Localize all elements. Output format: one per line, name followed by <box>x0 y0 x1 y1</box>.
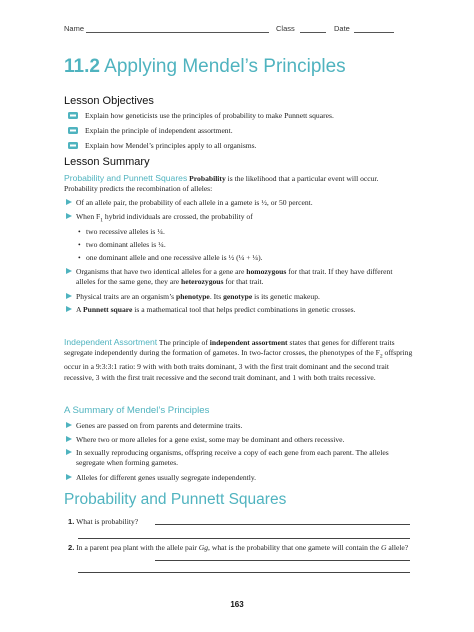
class-field[interactable] <box>300 32 326 33</box>
section-heading: Probability and Punnett Squares <box>64 491 287 508</box>
question-text: What is probability? <box>76 517 139 526</box>
question-2: 2. In a parent pea plant with the allele pair Gg, what is the probability that one gamete will contain the G allele? <box>68 543 409 552</box>
triangle-bullet-icon <box>66 306 72 312</box>
triangle-bullet-icon <box>66 213 72 219</box>
page-title <box>64 56 346 78</box>
summary-heading: Lesson Summary <box>64 156 150 168</box>
answer-line[interactable] <box>155 560 410 561</box>
summary-bullet: Genes are passed on from parents and determine traits. <box>66 421 412 431</box>
independent-assortment-paragraph: Independent Assortment The principle of independent assortment states that genes for different traits segregate independently during the formation of gametes. In two-factor crosses, the phenotypes of the $F_2$ offspring occur in a 9:3:3:1 ratio: 9 with with both traits dominant, 3 with the first trait dominant and the second trait recessive, 3 with the first trait recessive and the second trait dominant, and 1 with both traits recessive. <box>64 337 413 382</box>
answer-line[interactable] <box>155 524 410 525</box>
probability-paragraph: Probability and Punnett Squares Probability is the likelihood that a particular event will occur. Probability predicts the recombination of alleles: <box>64 173 379 194</box>
summary-bullet: Physical traits are an organism’s phenotype. Its genotype is its genetic makeup. <box>66 292 412 302</box>
page-number: 163 <box>230 600 244 609</box>
objective-icon <box>68 112 78 119</box>
summary-bullet: When $F_1$ hybrid individuals are crossed, the probability of <box>66 212 412 226</box>
sub-bullet: • one dominant allele and one recessive allele is ½ (¼ + ¼). <box>78 253 263 262</box>
question-number: 1. <box>68 517 75 526</box>
independent-assortment-lead: Independent Assortment <box>64 337 158 347</box>
question-1 <box>68 517 412 527</box>
question-number: 2. <box>68 543 75 552</box>
sub-bullet: • two dominant alleles is ¼. <box>78 240 166 249</box>
summary-bullet: Where two or more alleles for a gene exist, some may be dominant and others recessive. <box>66 435 412 445</box>
triangle-bullet-icon <box>66 436 72 442</box>
mendel-summary-heading: A Summary of Mendel’s Principles <box>64 405 210 416</box>
triangle-bullet-icon <box>66 422 72 428</box>
objective-icon <box>68 142 78 149</box>
answer-line[interactable] <box>78 538 410 539</box>
class-label: Class <box>276 24 295 33</box>
objectives-heading: Lesson Objectives <box>64 95 154 107</box>
summary-bullet: Organisms that have two identical alleles for a gene are homozygous for that trait. If they have different alleles for the same gene, they are heterozygous for that trait. <box>66 267 412 288</box>
triangle-bullet-icon <box>66 268 72 274</box>
triangle-bullet-icon <box>66 474 72 480</box>
probability-lead: Probability and Punnett Squares <box>64 173 188 183</box>
name-field[interactable] <box>86 32 269 33</box>
sub-bullet: • two recessive alleles is ¼. <box>78 227 165 236</box>
triangle-bullet-icon <box>66 199 72 205</box>
triangle-bullet-icon <box>66 293 72 299</box>
name-label: Name <box>64 24 85 33</box>
summary-bullet: Of an allele pair, the probability of each allele in a gamete is ½, or 50 percent. <box>66 198 412 208</box>
triangle-bullet-icon <box>66 449 72 455</box>
summary-bullet: In sexually reproducing organisms, offspring receive a copy of each gene from each parent. The alleles segregate when forming gametes. <box>66 448 412 469</box>
dot-bullet-icon: • <box>78 253 81 262</box>
lesson-number: 11.2 <box>64 56 100 77</box>
dot-bullet-icon: • <box>78 240 81 249</box>
dot-bullet-icon: • <box>78 227 81 236</box>
answer-line[interactable] <box>78 572 410 573</box>
lesson-title: Applying Mendel’s Principles <box>104 56 346 77</box>
objective-icon <box>68 127 78 134</box>
summary-bullet: Alleles for different genes usually segregate independently. <box>66 473 412 483</box>
summary-bullet: A Punnett square is a mathematical tool that helps predict combinations in genetic crosses. <box>66 305 412 315</box>
date-label: Date <box>334 24 350 33</box>
date-field[interactable] <box>354 32 394 33</box>
